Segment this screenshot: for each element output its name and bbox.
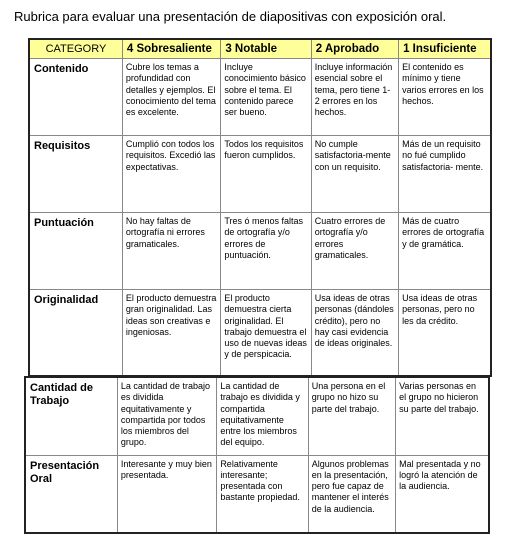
table-cell: Usa ideas de otras personas, pero no les da crédito.: [399, 290, 491, 376]
table-row: [29, 213, 491, 290]
table-cell: Más de cuatro errores de ortografía y de gramática.: [399, 213, 491, 290]
row-category: Presentación Oral: [25, 455, 117, 533]
table-cell: Incluye conocimiento básico sobre el tema. El contenido parece ser bueno.: [221, 59, 311, 136]
table-row: [25, 377, 489, 455]
table-cell: Cumplió con todos los requisitos. Excedió las expectativas.: [122, 136, 220, 213]
table-row: [25, 455, 489, 533]
rubric-table-bottom: [24, 376, 490, 534]
table-cell: Mal presentada y no logró la atención de la audiencia.: [396, 455, 489, 533]
table-cell: Cubre los temas a profundidad con detalles y ejemplos. El conocimiento del tema es excelente.: [122, 59, 220, 136]
table-cell: La cantidad de trabajo es dividida equitativamente y compartida por todos los miembros del grupo.: [117, 377, 216, 455]
row-category: Cantidad de Trabajo: [25, 377, 117, 455]
table-cell: Todos los requisitos fueron cumplidos.: [221, 136, 311, 213]
table-cell: Interesante y muy bien presentada.: [117, 455, 216, 533]
header-level-1: 1 Insuficiente: [399, 39, 491, 59]
table-cell: Varias personas en el grupo no hicieron su parte del trabajo.: [396, 377, 489, 455]
table-cell: El producto demuestra gran originalidad. Las ideas son creativas e ingeniosas.: [122, 290, 220, 376]
header-level-4: 4 Sobresaliente: [122, 39, 220, 59]
header-category: CATEGORY: [29, 39, 122, 59]
table-row: [29, 59, 491, 136]
page-title: Rubrica para evaluar una presentación de diapositivas con exposición oral.: [14, 9, 447, 24]
table-cell: La cantidad de trabajo es dividida y compartida equitativamente entre los miembros del equipo.: [217, 377, 308, 455]
table-cell: Relativamente interesante; presentada con bastante propiedad.: [217, 455, 308, 533]
table-cell: Más de un requisito no fué cumplido satisfactoria- mente.: [399, 136, 491, 213]
table-cell: Incluye información esencial sobre el tema, pero tiene 1-2 errores en los hechos.: [311, 59, 398, 136]
table-cell: El producto demuestra cierta originalidad. El trabajo demuestra el uso de nuevas ideas y de perspicacia.: [221, 290, 311, 376]
table-cell: Usa ideas de otras personas (dándoles crédito), pero no hay casi evidencia de ideas originales.: [311, 290, 398, 376]
row-category: Requisitos: [29, 136, 122, 213]
header-row: [29, 39, 491, 59]
header-level-2: 2 Aprobado: [311, 39, 398, 59]
row-category: Puntuación: [29, 213, 122, 290]
table-cell: Una persona en el grupo no hizo su parte del trabajo.: [308, 377, 395, 455]
row-category: Contenido: [29, 59, 122, 136]
table-row: [29, 290, 491, 376]
table-cell: No cumple satisfactoria-mente con un requisito.: [311, 136, 398, 213]
table-cell: No hay faltas de ortografía ni errores gramaticales.: [122, 213, 220, 290]
table-row: [29, 136, 491, 213]
table-cell: Cuatro errores de ortografía y/o errores gramaticales.: [311, 213, 398, 290]
row-category: Originalidad: [29, 290, 122, 376]
header-level-3: 3 Notable: [221, 39, 311, 59]
rubric-table-top: [28, 38, 492, 377]
table-cell: Tres ó menos faltas de ortografía y/o errores de puntuación.: [221, 213, 311, 290]
table-cell: El contenido es mínimo y tiene varios errores en los hechos.: [399, 59, 491, 136]
table-cell: Algunos problemas en la presentación, pero fue capaz de mantener el interés de la audiencia.: [308, 455, 395, 533]
